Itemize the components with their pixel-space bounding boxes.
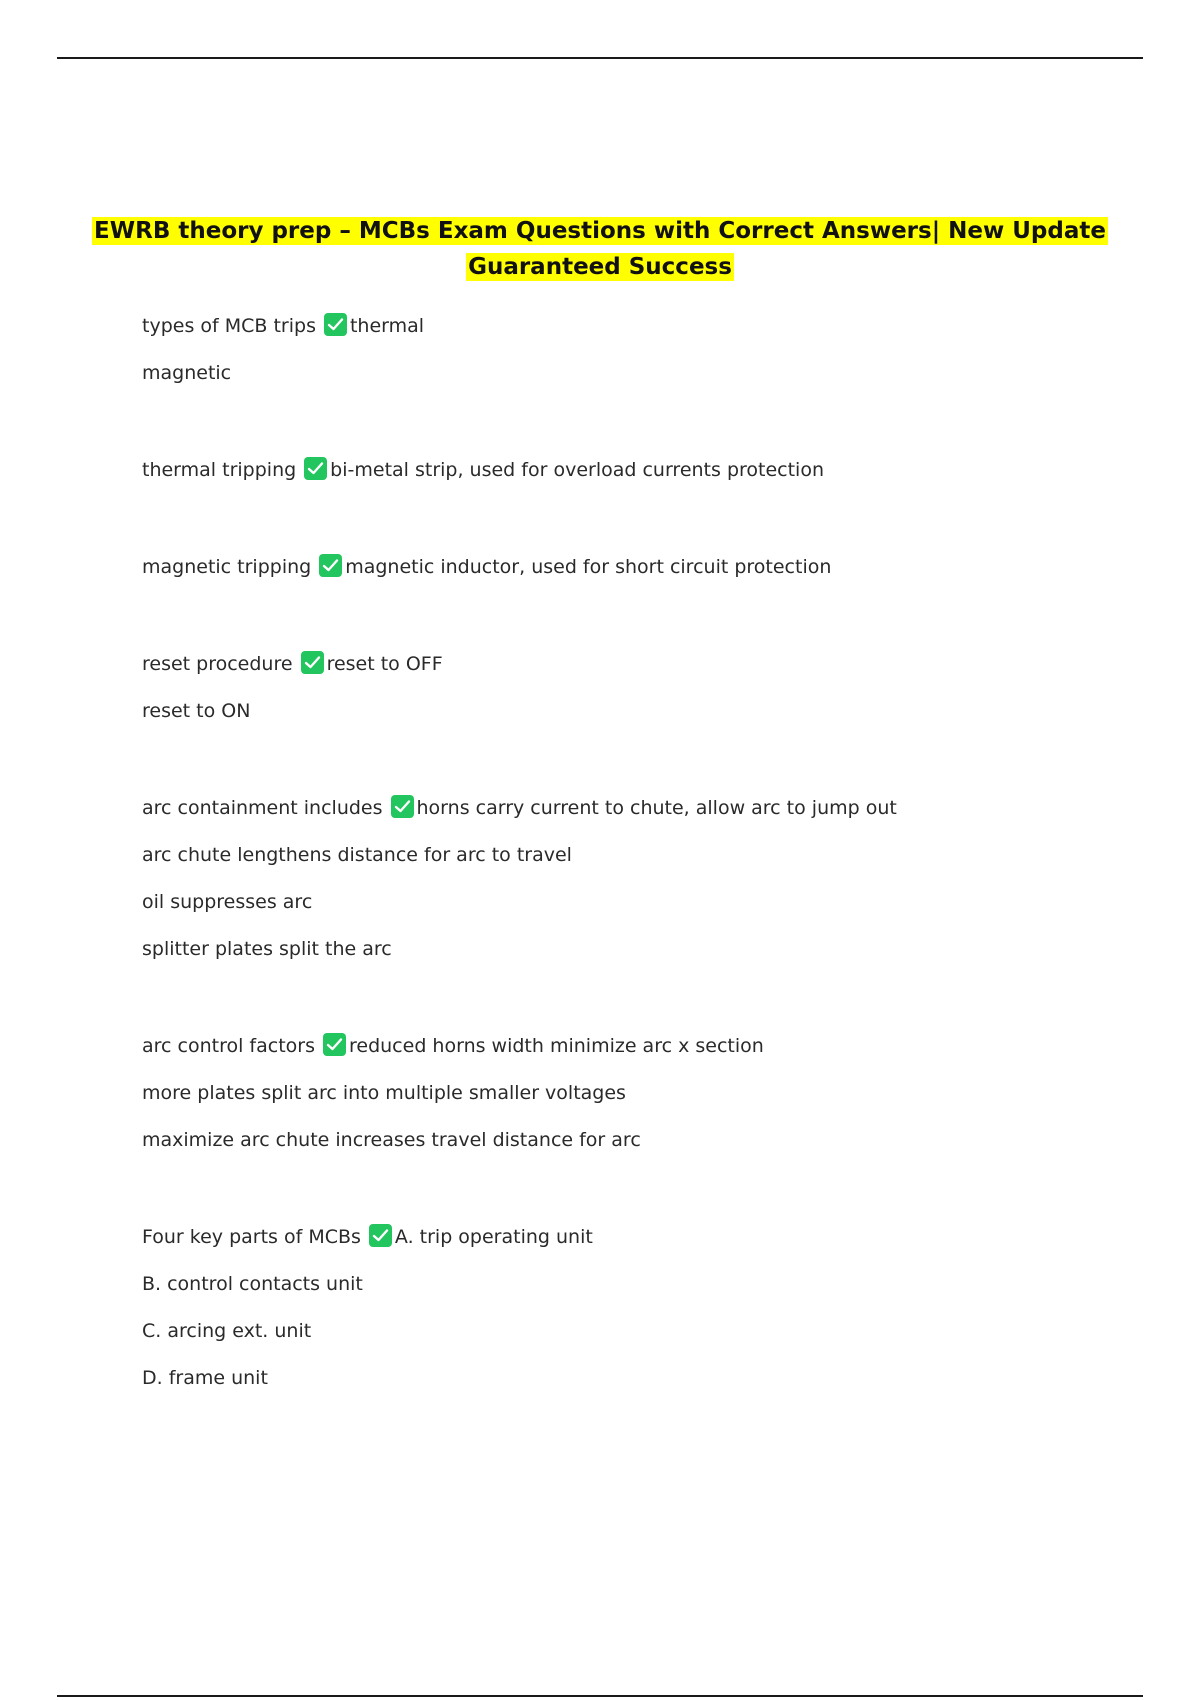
- answer-text: D. frame unit: [142, 1367, 268, 1389]
- answer-continuation-line: [142, 350, 1102, 397]
- footer-rule: [57, 1695, 1143, 1697]
- check-mark-icon: [391, 795, 414, 818]
- answer-text: bi-metal strip, used for overload currents protection: [330, 459, 825, 481]
- qa-item: [142, 544, 1102, 591]
- answer-continuation-line: [142, 879, 1102, 926]
- check-mark-icon: [304, 457, 327, 480]
- qa-item: [142, 1214, 1102, 1402]
- answer-text: magnetic inductor, used for short circuit protection: [345, 556, 832, 578]
- qa-first-line: [142, 303, 1102, 350]
- title-line-2: Guaranteed Success: [468, 254, 732, 280]
- answer-text: reduced horns width minimize arc x section: [349, 1035, 764, 1057]
- answer-text: splitter plates split the arc: [142, 938, 392, 960]
- answer-text: magnetic: [142, 362, 232, 384]
- answer-text: C. arcing ext. unit: [142, 1320, 312, 1342]
- check-mark-icon: [324, 313, 347, 336]
- check-mark-icon: [319, 554, 342, 577]
- answer-continuation-line: [142, 1070, 1102, 1117]
- qa-first-line: [142, 1214, 1102, 1261]
- question-text: magnetic tripping: [142, 556, 312, 578]
- answer-text: arc chute lengthens distance for arc to travel: [142, 844, 572, 866]
- answer-text: oil suppresses arc: [142, 891, 313, 913]
- qa-item: [142, 785, 1102, 973]
- answer-continuation-line: [142, 926, 1102, 973]
- question-text: Four key parts of MCBs: [142, 1226, 361, 1248]
- qa-first-line: [142, 1023, 1102, 1070]
- answer-text: reset to OFF: [326, 653, 443, 675]
- qa-first-line: [142, 544, 1102, 591]
- qa-item: [142, 303, 1102, 397]
- question-text: types of MCB trips: [142, 315, 316, 337]
- answer-text: horns carry current to chute, allow arc to jump out: [416, 797, 897, 819]
- qa-item: [142, 641, 1102, 735]
- answer-text: thermal: [349, 315, 425, 337]
- answer-text: reset to ON: [142, 700, 251, 722]
- check-mark-icon: [369, 1224, 392, 1247]
- document-title: [57, 213, 1143, 285]
- qa-first-line: [142, 447, 1102, 494]
- qa-list: [142, 303, 1102, 1452]
- question-text: arc containment includes: [142, 797, 383, 819]
- check-mark-icon: [301, 651, 324, 674]
- answer-continuation-line: [142, 1117, 1102, 1164]
- answer-text: maximize arc chute increases travel distance for arc: [142, 1129, 641, 1151]
- answer-continuation-line: [142, 832, 1102, 879]
- title-line-1: EWRB theory prep – MCBs Exam Questions with Correct Answers| New Update: [94, 218, 1106, 244]
- qa-item: [142, 447, 1102, 494]
- question-text: thermal tripping: [142, 459, 297, 481]
- qa-first-line: [142, 785, 1102, 832]
- question-text: arc control factors: [142, 1035, 315, 1057]
- answer-text: A. trip operating unit: [394, 1226, 593, 1248]
- check-mark-icon: [323, 1033, 346, 1056]
- qa-item: [142, 1023, 1102, 1164]
- answer-continuation-line: [142, 1308, 1102, 1355]
- qa-first-line: [142, 641, 1102, 688]
- question-text: reset procedure: [142, 653, 293, 675]
- answer-text: more plates split arc into multiple smaller voltages: [142, 1082, 626, 1104]
- answer-continuation-line: [142, 688, 1102, 735]
- answer-continuation-line: [142, 1355, 1102, 1402]
- answer-text: B. control contacts unit: [142, 1273, 363, 1295]
- answer-continuation-line: [142, 1261, 1102, 1308]
- header-rule: [57, 57, 1143, 59]
